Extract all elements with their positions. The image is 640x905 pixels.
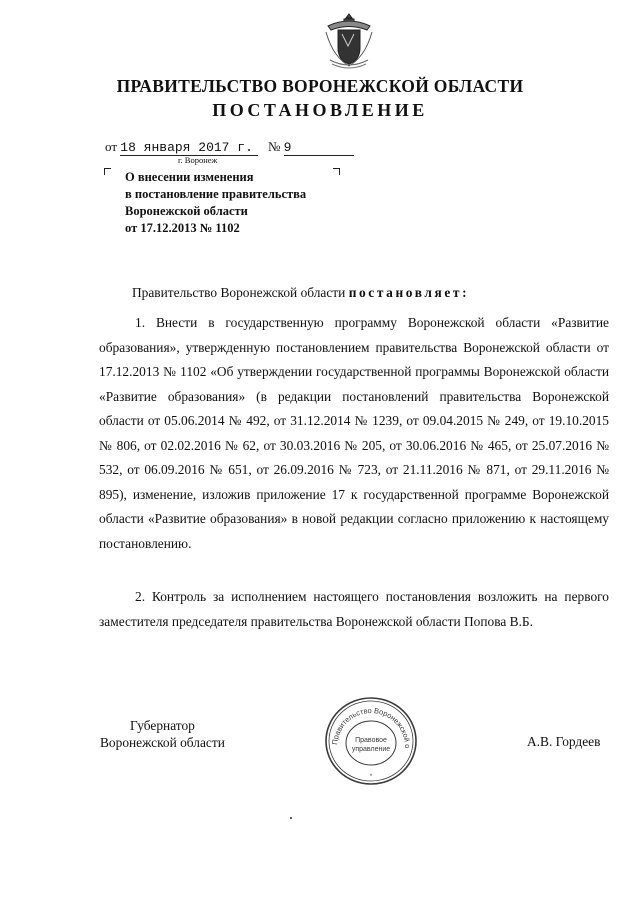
subject-line: О внесении изменения: [125, 170, 254, 184]
date-field: [120, 139, 258, 156]
resolution-intro: [132, 285, 469, 301]
paragraph-2: 2. Контроль за исполнением настоящего постановления возложить на первого заместителя председателя правительства Воронежской области Попова В.Б.: [99, 589, 609, 629]
signer-title: [100, 717, 225, 751]
date-value: 18 января 2017 г.: [120, 140, 253, 155]
document-type: ПОСТАНОВЛЕНИЕ: [212, 100, 428, 120]
date-prefix: от: [105, 139, 118, 154]
number-value: 9: [283, 140, 292, 155]
scan-dot: [290, 817, 292, 819]
signer-name: А.В. Гордеев: [527, 734, 601, 749]
stamp-star-icon: *: [369, 774, 373, 780]
organization-title: ПРАВИТЕЛЬСТВО ВОРОНЕЖСКОЙ ОБЛАСТИ: [116, 76, 524, 96]
stamp-ring-text: Правительство Воронежской о: [330, 705, 413, 749]
subject-corner-right: [333, 168, 340, 175]
subject-line: в постановление правительства: [125, 187, 307, 201]
stamp-center-line1: Правовое: [355, 737, 387, 744]
date-number-row: [105, 139, 354, 156]
number-field: [284, 139, 354, 156]
subject-line: от 17.12.2013 № 1102: [125, 221, 240, 235]
subject-corner-left: [104, 168, 111, 175]
intro-text: Правительство Воронежской области: [132, 285, 349, 300]
subject-block: [125, 169, 306, 237]
coat-of-arms-emblem: [322, 10, 376, 72]
signer-title-line: Губернатор: [130, 718, 195, 733]
stamp-seal: [322, 695, 420, 787]
number-prefix: №: [268, 139, 281, 154]
paragraph-1: 1. Внести в государственную программу Воронежской области «Развитие образования», утвержденную постановлением правительства Воронежской области от 17.12.2013 № 1102 «Об утверждении государственной программы Воронежской области «Развитие образования» (в редакции постановлений правительства Воронежской области от 05.06.2014 № 492, от 31.12.2014 № 1239, от 09.04.2015 № 249, от 19.10.2015 № 806, от 02.02.2016 № 62, от 30.03.2016 № 205, от 30.06.2016 № 465, от 25.07.2016 № 532, от 06.09.2016 № 651, от 26.09.2016 № 723, от 21.11.2016 № 871, от 29.11.2016 № 895), изменение, изложив приложение 17 к государственной программе Воронежской области «Развитие образования» в новой редакции согласно приложению к настоящему постановлению.: [99, 315, 609, 551]
subject-line: Воронежской области: [125, 204, 248, 218]
coat-of-arms-icon: [322, 10, 376, 72]
stamp-center-line2: управление: [351, 746, 391, 753]
city-label: г. Воронеж: [178, 155, 218, 165]
official-stamp: [322, 695, 420, 787]
intro-resolves: постановляет:: [348, 285, 470, 300]
signer-title-line: Воронежской области: [100, 735, 225, 750]
